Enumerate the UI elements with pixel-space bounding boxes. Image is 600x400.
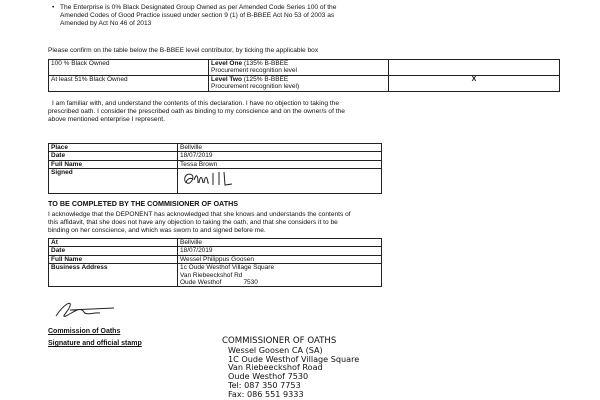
level-title: Level Two bbox=[211, 75, 242, 83]
level-cell bbox=[209, 75, 389, 91]
date-value-text: 18/07/2019 bbox=[180, 152, 213, 160]
ownership-text: At least 51% Black Owned bbox=[51, 75, 128, 83]
commissioner-heading: TO BE COMPLETED BY THE COMMISIONER OF OATHS bbox=[48, 199, 239, 208]
commissioner-stamp bbox=[222, 337, 359, 399]
declaration-line: I am familiar with, and understand the contents of this declaration. I have no objection to taking the bbox=[52, 100, 339, 107]
signed-label bbox=[49, 169, 178, 194]
table-row bbox=[49, 169, 382, 194]
acknowledge-line: I acknowledge that the DEPONENT has acknowledged that she knows and understands the contents of bbox=[48, 211, 351, 218]
table-row bbox=[49, 75, 560, 91]
full-name-label-text: Full Name bbox=[51, 160, 83, 168]
commissioner-table bbox=[48, 238, 382, 287]
at-value bbox=[178, 239, 382, 247]
place-value-text: Bellville bbox=[180, 144, 203, 151]
level-detail-line2: Procurement recognition level bbox=[211, 67, 297, 75]
business-address-label-text: Business Address bbox=[51, 264, 108, 272]
level-cell bbox=[209, 60, 389, 76]
place-label-text: Place bbox=[51, 144, 68, 151]
address-line bbox=[180, 279, 379, 286]
intro-line: Amended Codes of Good Practice issued under section 9 (1) of B-BBEE Act No 53 of 2003 as bbox=[60, 12, 335, 20]
full-name-value bbox=[178, 255, 382, 263]
acknowledge-line: this affidavit, that she does not have any objection to taking the oath, and that she considers it to be bbox=[48, 219, 338, 227]
level-detail: (125% B-BBEE bbox=[241, 75, 289, 83]
signed-label-text: Signed bbox=[51, 169, 73, 177]
level-detail-line2: Procurement recognition level) bbox=[211, 83, 300, 91]
intro-line: The Enterprise is 0% Black Designated Group Owned as per Amended Code Series 100 of the bbox=[60, 4, 337, 11]
level-title: Level One bbox=[211, 60, 243, 67]
postal-code: 7530 bbox=[243, 279, 258, 287]
stamp-line: Wessel Goosen CA (SA) bbox=[228, 344, 323, 355]
at-value-text: Bellville bbox=[180, 239, 203, 246]
full-name-label bbox=[49, 255, 178, 263]
place-label bbox=[49, 144, 178, 152]
table-row bbox=[49, 247, 382, 255]
declaration-paragraph bbox=[48, 100, 568, 125]
full-name-value-text: Wessel Philippus Goosen bbox=[180, 255, 254, 263]
stamp-line: Oude Westhof 7530 bbox=[228, 371, 309, 382]
at-label-text: At bbox=[51, 239, 58, 246]
table-row bbox=[49, 255, 382, 263]
full-name-label bbox=[49, 160, 178, 168]
date-label-text: Date bbox=[51, 247, 66, 255]
commission-of-oaths-label: Commission of Oaths bbox=[48, 328, 121, 335]
stamp-line: Van Riebeeckshof Road bbox=[228, 362, 323, 373]
deponent-signature-cell bbox=[178, 169, 382, 194]
declaration-line: above mentioned enterprise I represent. bbox=[48, 116, 165, 124]
place-value bbox=[178, 144, 382, 152]
date-label bbox=[49, 152, 178, 160]
declaration-line: prescribed oath. I consider the prescribed oath as binding to my conscience and on the owner/s of the bbox=[48, 108, 345, 116]
stamp-line: 1C Oude Westhof Village Square bbox=[228, 353, 360, 364]
full-name-label-text: Full Name bbox=[51, 255, 83, 263]
full-name-value-text: Tessa Brown bbox=[180, 160, 218, 168]
table-row bbox=[49, 160, 382, 168]
ownership-text: 100 % Black Owned bbox=[51, 60, 110, 67]
business-address-value bbox=[178, 264, 382, 287]
confirm-instruction: Please confirm on the table below the B-BBEE level contributor, by ticking the applicable box bbox=[48, 47, 319, 54]
ownership-cell bbox=[49, 60, 209, 76]
intro-line: Amended by Act No 46 of 2013 bbox=[60, 20, 152, 28]
deponent-table bbox=[48, 143, 382, 194]
address-line: Van Riebeeckshof Rd bbox=[180, 271, 243, 279]
date-value bbox=[178, 247, 382, 255]
deponent-signature bbox=[180, 169, 240, 191]
stamp-title: COMMISSIONER OF OATHS bbox=[222, 336, 337, 346]
business-address-label bbox=[49, 264, 178, 287]
address-town: Oude Westhof bbox=[180, 279, 222, 287]
tick-mark: X bbox=[471, 75, 477, 83]
signature-stamp-label: Signature and official stamp bbox=[48, 340, 142, 347]
commissioner-signature bbox=[50, 298, 120, 324]
ownership-cell bbox=[49, 75, 209, 91]
level-detail: (135% B-BBEE bbox=[242, 60, 289, 67]
date-label bbox=[49, 247, 178, 255]
address-line: 1c Oude Westhof Village Square bbox=[180, 264, 275, 272]
acknowledge-line: binding on her conscience, and which was sworn to and signed before me. bbox=[48, 227, 266, 235]
intro-paragraph bbox=[60, 4, 560, 29]
table-row bbox=[49, 144, 382, 152]
bbbee-level-table bbox=[48, 59, 560, 92]
date-value bbox=[178, 152, 382, 160]
date-label-text: Date bbox=[51, 152, 66, 160]
tick-box[interactable] bbox=[389, 75, 560, 91]
stamp-line: Fax: 086 551 9333 bbox=[228, 388, 304, 399]
full-name-value bbox=[178, 160, 382, 168]
intro-bullet: • bbox=[52, 4, 55, 11]
table-row bbox=[49, 239, 382, 247]
table-row bbox=[49, 60, 560, 76]
date-value-text: 18/07/2019 bbox=[180, 247, 213, 255]
acknowledge-paragraph bbox=[48, 211, 578, 236]
table-row bbox=[49, 152, 382, 160]
at-label bbox=[49, 239, 178, 247]
stamp-line: Tel: 087 350 7753 bbox=[228, 379, 301, 390]
table-row bbox=[49, 264, 382, 287]
tick-box[interactable] bbox=[389, 60, 560, 76]
